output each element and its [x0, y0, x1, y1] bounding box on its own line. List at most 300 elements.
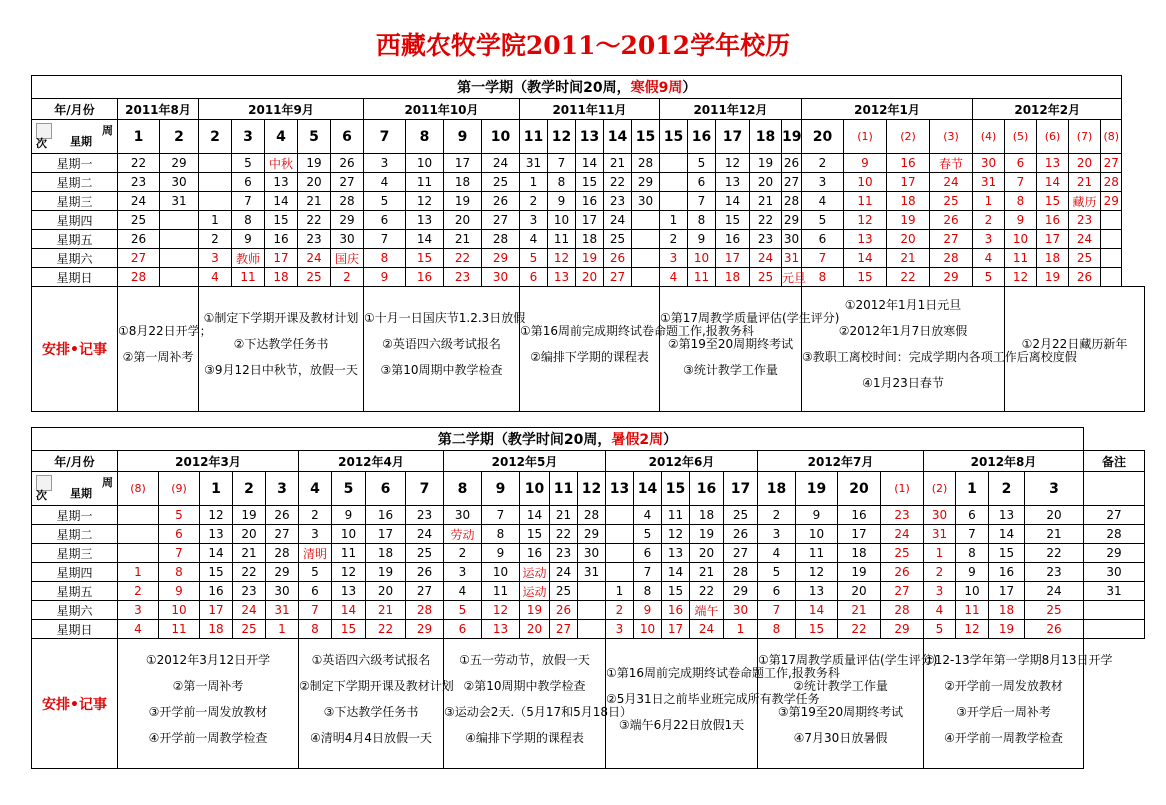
date-cell: 9: [956, 563, 989, 582]
date-cell: 18: [716, 268, 750, 287]
week-number: 5: [298, 120, 331, 154]
note-item: ②编排下学期的课程表: [530, 350, 649, 364]
date-cell: 20: [887, 230, 930, 249]
date-cell: 17: [1037, 230, 1069, 249]
date-cell: 8: [758, 620, 796, 639]
date-cell: [160, 211, 199, 230]
date-cell: 10: [406, 154, 444, 173]
date-cell: 4: [660, 268, 688, 287]
week-number: 10: [482, 120, 520, 154]
date-cell: [1101, 268, 1122, 287]
date-cell: 2: [802, 154, 844, 173]
date-cell: 25: [604, 230, 632, 249]
date-cell: 29: [881, 620, 924, 639]
date-cell: 8: [956, 544, 989, 563]
date-cell: 30: [266, 582, 299, 601]
date-cell: 3: [660, 249, 688, 268]
date-cell: [118, 544, 159, 563]
date-cell: 29: [930, 268, 973, 287]
week-number: 7: [406, 472, 444, 506]
date-cell: [632, 268, 660, 287]
date-cell: [606, 506, 634, 525]
date-cell: 17: [716, 249, 750, 268]
week-number: 8: [444, 472, 482, 506]
arrangement-notes: [118, 287, 212, 412]
date-cell: 29: [406, 620, 444, 639]
date-cell: 17: [366, 525, 406, 544]
note-item: ①英语四六级考试报名: [311, 652, 431, 667]
date-cell: 2: [118, 582, 159, 601]
month-header: 2012年6月: [606, 451, 758, 472]
date-cell: 13: [482, 620, 520, 639]
date-cell: 26: [482, 192, 520, 211]
year-month-label: 年/月份: [32, 99, 118, 120]
date-cell: 7: [299, 601, 332, 620]
date-cell: 15: [716, 211, 750, 230]
date-cell: 18: [444, 173, 482, 192]
corner-day-label: 星期: [70, 135, 92, 148]
date-cell: 19: [838, 563, 881, 582]
date-cell: 2: [299, 506, 332, 525]
date-cell: [578, 582, 606, 601]
date-cell: [1101, 249, 1122, 268]
week-number: 12: [578, 472, 606, 506]
week-number: 6: [366, 472, 406, 506]
date-cell: 23: [444, 268, 482, 287]
date-cell: 7: [548, 154, 576, 173]
date-cell: 3: [973, 230, 1005, 249]
date-cell: 7: [364, 230, 406, 249]
week-number: 12: [548, 120, 576, 154]
date-cell: 27: [266, 525, 299, 544]
date-cell: 10: [956, 582, 989, 601]
month-header: 2012年5月: [444, 451, 606, 472]
date-cell: 4: [802, 192, 844, 211]
date-cell: 4: [199, 268, 232, 287]
date-cell: 29: [724, 582, 758, 601]
date-cell: 23: [1025, 563, 1084, 582]
arrangement-notes: [606, 639, 840, 769]
note-item: ①十月一日国庆节1.2.3日放假: [364, 311, 526, 325]
date-cell: 18: [690, 506, 724, 525]
date-cell: 12: [200, 506, 233, 525]
date-cell: 22: [233, 563, 266, 582]
date-cell: 28: [482, 230, 520, 249]
month-header: 2011年10月: [364, 99, 520, 120]
date-cell: 6: [232, 173, 265, 192]
date-cell: 2: [444, 544, 482, 563]
date-cell: 9: [482, 544, 520, 563]
date-cell: 11: [482, 582, 520, 601]
week-number: 15: [632, 120, 660, 154]
week-number: 10: [520, 472, 550, 506]
date-cell: 21: [1025, 525, 1084, 544]
weekday-label: 星期日: [32, 268, 118, 287]
date-cell: 28: [1101, 173, 1122, 192]
note-item: ④开学前一周教学检查: [148, 730, 268, 745]
date-cell: 27: [724, 544, 758, 563]
date-cell: 9: [548, 192, 576, 211]
date-cell: [1101, 230, 1122, 249]
weekday-label: 星期日: [32, 620, 118, 639]
date-cell: 8: [299, 620, 332, 639]
week-number: 2: [199, 120, 232, 154]
date-cell: 26: [118, 230, 160, 249]
date-cell: 31: [266, 601, 299, 620]
date-cell: 3: [802, 173, 844, 192]
arrangement-notes: [660, 287, 840, 412]
date-cell: 25: [482, 173, 520, 192]
date-cell: 23: [750, 230, 782, 249]
corner-week-label: 周: [102, 476, 113, 489]
date-cell: 16: [265, 230, 298, 249]
date-cell: 24: [233, 601, 266, 620]
date-cell: 18: [200, 620, 233, 639]
date-cell: 12: [482, 601, 520, 620]
date-cell: 19: [298, 154, 331, 173]
date-cell: 21: [298, 192, 331, 211]
date-cell: 11: [232, 268, 265, 287]
week-number: 17: [716, 120, 750, 154]
date-cell: 3: [606, 620, 634, 639]
date-cell: 10: [796, 525, 838, 544]
date-cell: 国庆: [331, 249, 364, 268]
weekday-label: 星期四: [32, 563, 118, 582]
arrangement-notes: [199, 287, 364, 412]
date-cell: 17: [265, 249, 298, 268]
date-cell: [632, 211, 660, 230]
remark-header: 备注: [1084, 451, 1145, 472]
arrangement-notes: [364, 287, 526, 412]
date-cell: 30: [782, 230, 802, 249]
date-cell: 11: [159, 620, 200, 639]
date-cell: 21: [750, 192, 782, 211]
date-cell: 9: [688, 230, 716, 249]
date-cell: 2: [660, 230, 688, 249]
date-cell: 3: [924, 582, 956, 601]
date-cell: 20: [444, 211, 482, 230]
date-cell: 28: [782, 192, 802, 211]
date-cell: [606, 525, 634, 544]
date-cell: 16: [838, 506, 881, 525]
date-cell: 5: [364, 192, 406, 211]
date-cell: 11: [406, 173, 444, 192]
date-cell: 4: [118, 620, 159, 639]
note-item: ③端午6月22日放假1天: [618, 717, 745, 732]
date-cell: 8: [1005, 192, 1037, 211]
month-header: 2012年1月: [802, 99, 973, 120]
date-cell: 6: [802, 230, 844, 249]
date-cell: 11: [548, 230, 576, 249]
date-cell: 7: [688, 192, 716, 211]
date-cell: 29: [331, 211, 364, 230]
date-cell: 14: [576, 154, 604, 173]
date-cell: 6: [364, 211, 406, 230]
note-item: ②第19至20周期终考试: [667, 337, 794, 351]
date-cell: 27: [550, 620, 578, 639]
month-header: 2012年8月: [924, 451, 1084, 472]
date-cell: 22: [604, 173, 632, 192]
date-cell: 10: [1005, 230, 1037, 249]
date-cell: 12: [956, 620, 989, 639]
date-cell: 20: [366, 582, 406, 601]
date-cell: 22: [750, 211, 782, 230]
date-cell: 28: [724, 563, 758, 582]
date-cell: 16: [887, 154, 930, 173]
note-item: ①2012年1月1日元旦: [844, 298, 962, 312]
note-item: ①2012年3月12日开学: [145, 652, 271, 667]
date-cell: 15: [406, 249, 444, 268]
date-cell: 24: [1025, 582, 1084, 601]
date-cell: 15: [200, 563, 233, 582]
note-item: ③开学前一周发放教材: [148, 704, 268, 719]
semester1-table: [31, 75, 1145, 412]
date-cell: 20: [1069, 154, 1101, 173]
corner-day-label: 星期: [70, 487, 92, 500]
week-number: 18: [750, 120, 782, 154]
date-cell: 17: [200, 601, 233, 620]
date-cell: 3: [199, 249, 232, 268]
date-cell: 28: [1084, 525, 1145, 544]
date-cell: 8: [159, 563, 200, 582]
date-cell: 5: [299, 563, 332, 582]
date-cell: 6: [444, 620, 482, 639]
date-cell: 4: [364, 173, 406, 192]
week-number: 7: [364, 120, 406, 154]
date-cell: 25: [1069, 249, 1101, 268]
date-cell: 19: [520, 601, 550, 620]
date-cell: 5: [634, 525, 662, 544]
date-cell: 28: [266, 544, 299, 563]
date-cell: [660, 154, 688, 173]
date-cell: 2: [924, 563, 956, 582]
date-cell: 端午: [690, 601, 724, 620]
date-cell: 2: [520, 192, 548, 211]
date-cell: 24: [750, 249, 782, 268]
date-cell: 17: [662, 620, 690, 639]
week-number: 17: [724, 472, 758, 506]
date-cell: [118, 525, 159, 544]
month-header: 2012年2月: [973, 99, 1122, 120]
week-number: 13: [576, 120, 604, 154]
date-cell: 9: [1005, 211, 1037, 230]
date-cell: 21: [366, 601, 406, 620]
date-cell: 5: [688, 154, 716, 173]
month-header: 2011年12月: [660, 99, 802, 120]
date-cell: 18: [838, 544, 881, 563]
note-item: ①8月22日开学；: [118, 324, 212, 338]
date-cell: 5: [520, 249, 548, 268]
date-cell: 12: [716, 154, 750, 173]
date-cell: 14: [520, 506, 550, 525]
date-cell: [632, 249, 660, 268]
date-cell: 23: [1069, 211, 1101, 230]
date-cell: 28: [632, 154, 660, 173]
date-cell: 16: [520, 544, 550, 563]
date-cell: 5: [758, 563, 796, 582]
date-cell: 1: [924, 544, 956, 563]
date-cell: 5: [973, 268, 1005, 287]
week-number: 20: [802, 120, 844, 154]
date-cell: 1: [199, 211, 232, 230]
date-cell: 1: [520, 173, 548, 192]
date-cell: 13: [200, 525, 233, 544]
date-cell: 13: [548, 268, 576, 287]
date-cell: 17: [838, 525, 881, 544]
note-item: ①第17周教学质量评估(学生评分): [660, 311, 840, 325]
week-number: 1: [118, 120, 160, 154]
date-cell: 25: [550, 582, 578, 601]
date-cell: 22: [366, 620, 406, 639]
date-cell: 14: [200, 544, 233, 563]
date-cell: 22: [118, 154, 160, 173]
date-cell: 16: [662, 601, 690, 620]
date-cell: 19: [233, 506, 266, 525]
date-cell: [199, 154, 232, 173]
week-number: 19: [782, 120, 802, 154]
weekday-label: 星期六: [32, 601, 118, 620]
date-cell: [160, 249, 199, 268]
note-item: ③运动会2天.（5月17和5月18日）: [444, 704, 633, 719]
date-cell: 25: [298, 268, 331, 287]
date-cell: 31: [1084, 582, 1145, 601]
date-cell: 26: [1069, 268, 1101, 287]
date-cell: [578, 601, 606, 620]
date-cell: 31: [973, 173, 1005, 192]
date-cell: 14: [332, 601, 366, 620]
date-cell: 21: [444, 230, 482, 249]
month-header: 2012年7月: [758, 451, 924, 472]
date-cell: [1084, 601, 1145, 620]
date-cell: 教师: [232, 249, 265, 268]
week-number: 3: [266, 472, 299, 506]
date-cell: 13: [265, 173, 298, 192]
page-title: 西藏农牧学院2011～2012学年校历: [375, 31, 791, 60]
date-cell: 27: [1101, 154, 1122, 173]
date-cell: 16: [1037, 211, 1069, 230]
date-cell: 7: [956, 525, 989, 544]
note-item: ③9月12日中秋节，放假一天: [204, 363, 358, 377]
note-item: ②制定下学期开课及教材计划: [299, 678, 454, 693]
date-cell: 10: [548, 211, 576, 230]
date-cell: 6: [1005, 154, 1037, 173]
date-cell: 29: [160, 154, 199, 173]
date-cell: 13: [332, 582, 366, 601]
arrangement-notes: [758, 639, 938, 769]
date-cell: 13: [1037, 154, 1069, 173]
date-cell: 26: [1025, 620, 1084, 639]
date-cell: 10: [688, 249, 716, 268]
arrangement-label: 安排•记事: [32, 639, 118, 769]
date-cell: 17: [887, 173, 930, 192]
date-cell: 11: [1005, 249, 1037, 268]
week-number: 4: [265, 120, 298, 154]
date-cell: 15: [332, 620, 366, 639]
arrangement-notes: [924, 639, 1113, 769]
weekday-label: 星期三: [32, 192, 118, 211]
date-cell: 26: [266, 506, 299, 525]
week-number: (8): [118, 472, 159, 506]
week-number: 6: [331, 120, 364, 154]
date-cell: 2: [331, 268, 364, 287]
date-cell: 6: [520, 268, 548, 287]
date-cell: 7: [758, 601, 796, 620]
note-item: ②开学前一周发放教材: [944, 678, 1063, 693]
date-cell: 21: [838, 601, 881, 620]
date-cell: 9: [634, 601, 662, 620]
date-cell: 藏历: [1069, 192, 1101, 211]
weekday-label: 星期五: [32, 230, 118, 249]
week-number: (5): [1005, 120, 1037, 154]
date-cell: 28: [406, 601, 444, 620]
date-cell: [660, 192, 688, 211]
date-cell: 11: [956, 601, 989, 620]
date-cell: 19: [989, 620, 1025, 639]
date-cell: 7: [634, 563, 662, 582]
date-cell: 12: [406, 192, 444, 211]
date-cell: 5: [924, 620, 956, 639]
date-cell: 15: [989, 544, 1025, 563]
date-cell: 1: [724, 620, 758, 639]
date-cell: 12: [796, 563, 838, 582]
corner-week-label: 周: [102, 124, 113, 137]
semester1-heading: 第一学期（教学时间20周，寒假9周）: [32, 76, 1122, 99]
date-cell: 24: [604, 211, 632, 230]
date-cell: 25: [1025, 601, 1084, 620]
note-item: ③第10周期中教学检查: [380, 363, 503, 377]
date-cell: 31: [520, 154, 548, 173]
date-cell: 28: [930, 249, 973, 268]
date-cell: 20: [690, 544, 724, 563]
date-cell: 14: [844, 249, 887, 268]
date-cell: 22: [444, 249, 482, 268]
week-number: 9: [444, 120, 482, 154]
date-cell: 18: [887, 192, 930, 211]
date-cell: 22: [1025, 544, 1084, 563]
date-cell: 21: [690, 563, 724, 582]
week-day-corner: [32, 120, 118, 154]
date-cell: 1: [266, 620, 299, 639]
date-cell: 21: [233, 544, 266, 563]
date-cell: 4: [973, 249, 1005, 268]
corner-ci-label: 次: [36, 137, 47, 150]
date-cell: 24: [406, 525, 444, 544]
note-item: ③开学后一周补考: [956, 704, 1051, 719]
date-cell: 14: [265, 192, 298, 211]
date-cell: 31: [782, 249, 802, 268]
date-cell: 28: [578, 506, 606, 525]
date-cell: 26: [724, 525, 758, 544]
date-cell: 30: [724, 601, 758, 620]
date-cell: 23: [604, 192, 632, 211]
date-cell: 10: [159, 601, 200, 620]
date-cell: 3: [444, 563, 482, 582]
week-number: 1: [956, 472, 989, 506]
date-cell: 中秋: [265, 154, 298, 173]
date-cell: 26: [331, 154, 364, 173]
date-cell: 6: [956, 506, 989, 525]
date-cell: 4: [444, 582, 482, 601]
year-month-label: 年/月份: [32, 451, 118, 472]
date-cell: 8: [482, 525, 520, 544]
corner-ci-label: 次: [36, 489, 47, 502]
date-cell: 26: [930, 211, 973, 230]
date-cell: 23: [233, 582, 266, 601]
date-cell: 9: [332, 506, 366, 525]
date-cell: 9: [844, 154, 887, 173]
date-cell: 8: [364, 249, 406, 268]
date-cell: 27: [331, 173, 364, 192]
